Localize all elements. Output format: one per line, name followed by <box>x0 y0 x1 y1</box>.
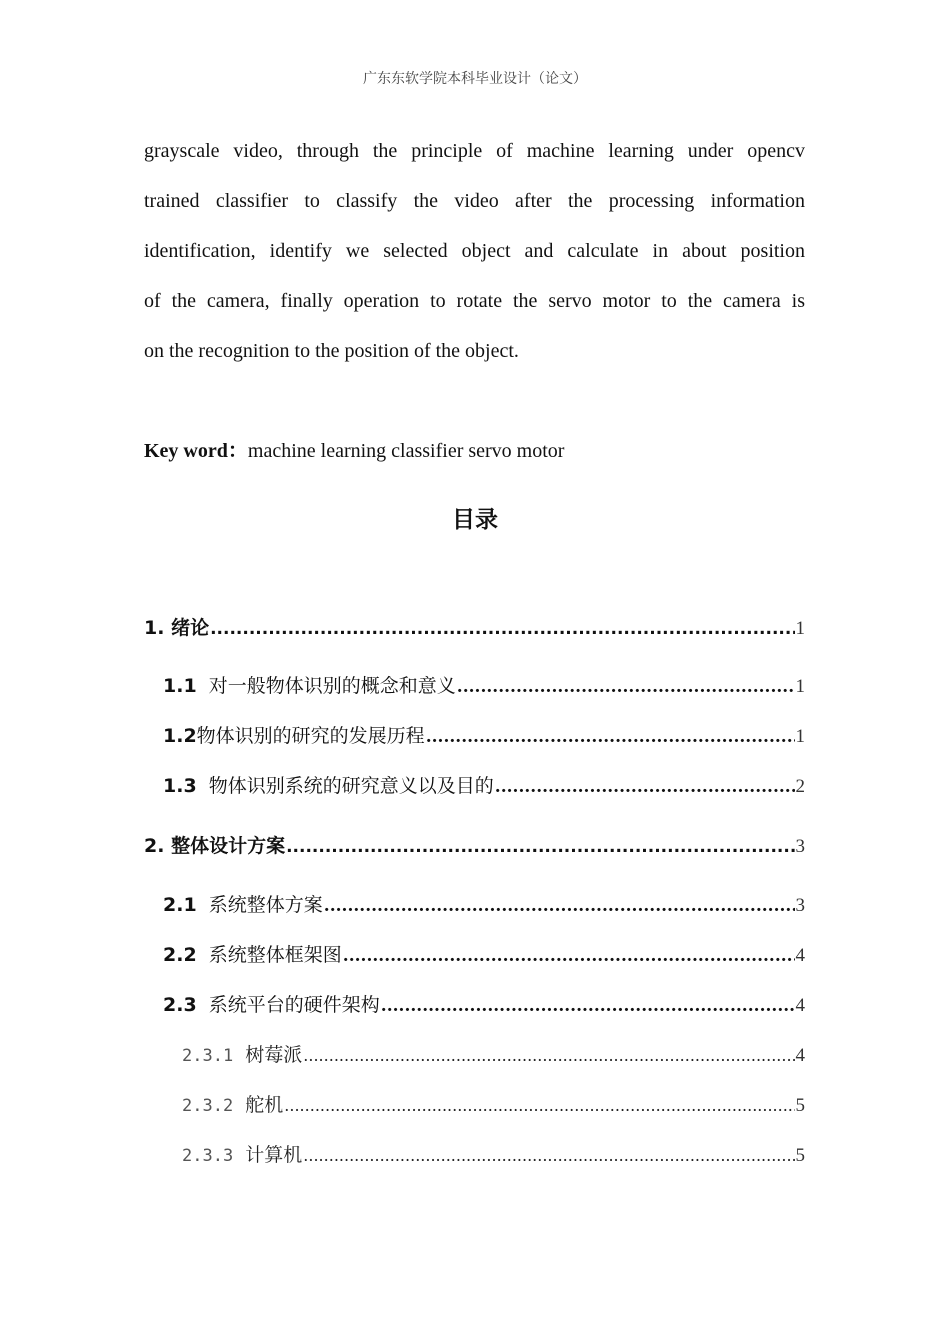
toc-leader <box>210 609 794 649</box>
toc-page-number: 2 <box>795 776 805 797</box>
toc-page-number: 4 <box>795 995 805 1016</box>
toc-entry-label <box>182 1085 283 1126</box>
toc-entry-number: 2.3.2 <box>182 1096 234 1116</box>
toc-page-number: 4 <box>795 945 805 966</box>
abstract-line: of the camera, finally operation to rotate the servo motor to the camera is <box>144 290 805 312</box>
toc-entry-2-2[interactable] <box>163 935 805 975</box>
toc-entry-label <box>163 985 380 1025</box>
toc-leader <box>303 1136 794 1176</box>
toc-entry-2[interactable] <box>144 826 805 866</box>
toc-entry-title: 整体设计方案 <box>171 835 286 857</box>
abstract-line: identification, identify we selected object and calculate in about position <box>144 240 805 262</box>
toc-entry-2-3-3[interactable] <box>182 1135 805 1175</box>
toc-entry-number: 2.3 <box>163 994 197 1016</box>
toc-entry-title: 对一般物体识别的概念和意义 <box>208 675 456 697</box>
toc-entry-label <box>182 1135 302 1176</box>
page-header: 广东东软学院本科毕业设计（论文） <box>363 71 587 87</box>
toc-page-number: 4 <box>795 1045 805 1066</box>
toc-entry-label <box>144 826 285 866</box>
toc-entry-title: 物体识别系统的研究意义以及目的 <box>208 775 494 797</box>
abstract-line: trained classifier to classify the video after the processing information <box>144 190 805 212</box>
toc-entry-title: 绪论 <box>171 617 210 639</box>
toc-entry-label <box>163 885 323 925</box>
toc-entry-title: 系统平台的硬件架构 <box>208 994 380 1016</box>
toc-leader <box>286 827 794 867</box>
toc-entry-number: 1.2 <box>163 725 197 747</box>
toc-page-number: 1 <box>795 726 805 747</box>
toc-entry-2-3[interactable] <box>163 985 805 1025</box>
toc-leader <box>457 667 795 707</box>
toc-entry-number: 2.2 <box>163 944 197 966</box>
toc-leader <box>303 1036 794 1076</box>
toc-entry-label <box>144 608 209 648</box>
toc-entry-title: 系统整体方案 <box>208 894 323 916</box>
keywords-line <box>144 426 805 476</box>
toc-entry-1-1[interactable] <box>163 666 805 706</box>
abstract-line: grayscale video, through the principle of machine learning under opencv <box>144 140 805 162</box>
toc-entry-label <box>163 766 494 806</box>
toc-page-number: 5 <box>795 1095 805 1116</box>
toc-leader <box>284 1086 794 1126</box>
toc-entry-number: 1. <box>144 617 165 639</box>
keywords-label: Key word： <box>144 440 248 462</box>
toc-entry-number: 1.1 <box>163 675 197 697</box>
toc-page-number: 5 <box>795 1145 805 1166</box>
abstract-line: on the recognition to the position of the object. <box>144 340 519 362</box>
toc-entry-title: 舵机 <box>245 1094 284 1116</box>
toc-title: 目录 <box>452 507 498 533</box>
toc-entry-1-3[interactable] <box>163 766 805 806</box>
toc-page-number: 1 <box>795 676 805 697</box>
toc-entry-2-3-2[interactable] <box>182 1085 805 1125</box>
toc-page-number: 3 <box>795 895 805 916</box>
toc-entry-number: 2.3.3 <box>182 1146 234 1166</box>
toc-entry-2-1[interactable] <box>163 885 805 925</box>
toc-entry-number: 2.1 <box>163 894 197 916</box>
toc-entry-number: 2.3.1 <box>182 1046 234 1066</box>
toc-entry-number: 1.3 <box>163 775 197 797</box>
toc-entry-label <box>182 1035 302 1076</box>
toc-entry-title: 树莓派 <box>245 1044 303 1066</box>
keywords-value: machine learning classifier servo motor <box>247 440 565 462</box>
toc-entry-title: 计算机 <box>245 1144 303 1166</box>
toc-leader <box>343 936 795 976</box>
toc-entry-1-2[interactable] <box>163 716 805 756</box>
toc-leader <box>381 986 795 1026</box>
toc-leader <box>426 717 795 757</box>
toc-entry-1[interactable] <box>144 608 805 648</box>
toc-entry-label <box>163 935 342 975</box>
toc-entry-label <box>163 716 425 756</box>
toc-entry-label <box>163 666 456 706</box>
toc-entry-number: 2. <box>144 835 165 857</box>
toc-entry-title: 物体识别的研究的发展历程 <box>196 725 425 747</box>
abstract-text <box>144 126 805 376</box>
toc-page-number: 3 <box>795 836 805 857</box>
toc-leader <box>495 767 795 807</box>
toc-page-number: 1 <box>795 618 805 639</box>
toc-entry-2-3-1[interactable] <box>182 1035 805 1075</box>
toc-leader <box>324 886 795 926</box>
toc-entry-title: 系统整体框架图 <box>208 944 342 966</box>
